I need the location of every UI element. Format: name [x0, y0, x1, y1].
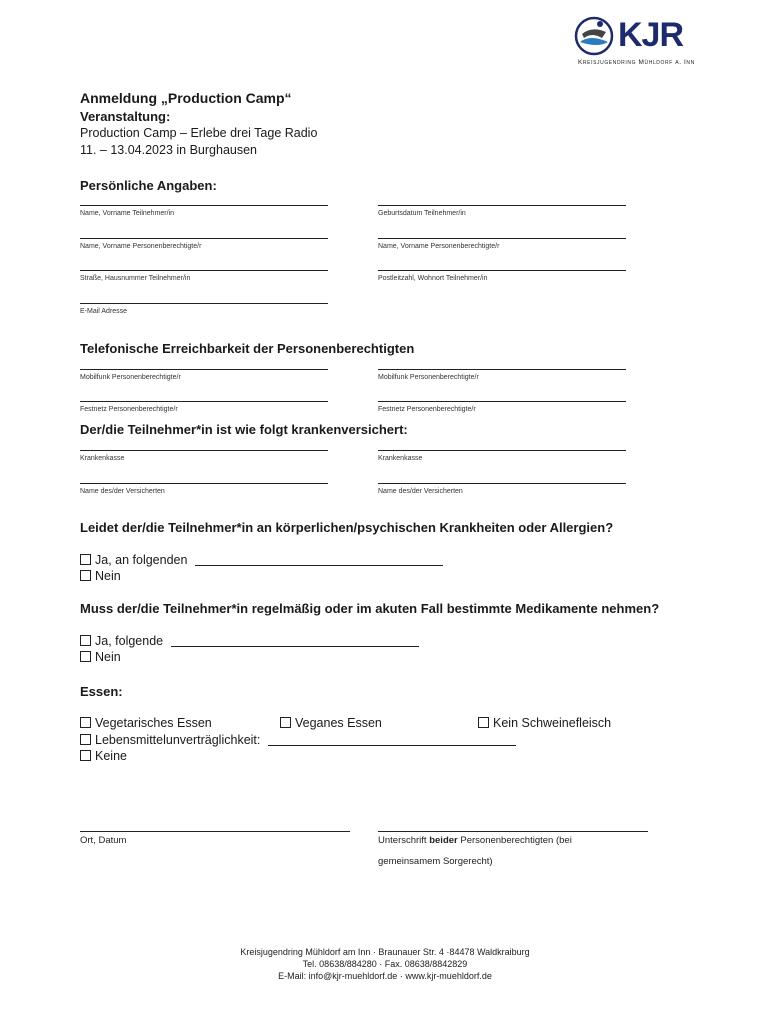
illness-no-option[interactable] — [80, 569, 121, 583]
birthdate-field[interactable] — [378, 205, 626, 206]
footer-address: Kreisjugendring Mühldorf am Inn · Braunauer Str. 4 ·84478 Waldkraiburg — [240, 947, 530, 957]
mobile-2-field[interactable] — [378, 369, 626, 370]
illness-yes-checkbox[interactable] — [80, 554, 91, 565]
medication-yes-option[interactable] — [80, 634, 419, 648]
event-line-2: 11. – 13.04.2023 in Burghausen — [80, 143, 257, 157]
personal-heading: Persönliche Angaben: — [80, 178, 217, 193]
place-date-label: Ort, Datum — [80, 835, 127, 846]
insured-1-field[interactable] — [80, 483, 328, 484]
landline-2-label: Festnetz Personenberechtigte/r — [378, 406, 476, 413]
none-label: Keine — [95, 749, 127, 763]
name-participant-field[interactable] — [80, 205, 328, 206]
signature-label-suffix: Personenberechtigten (bei — [457, 835, 572, 846]
vegetarian-label: Vegetarisches Essen — [95, 716, 212, 730]
organizer-label: Veranstaltung: — [80, 109, 171, 124]
vegan-label: Veganes Essen — [295, 716, 382, 730]
signature-label-line2: gemeinsamem Sorgerecht) — [378, 856, 493, 867]
footer-email: E-Mail: info@kjr-muehldorf.de · www.kjr-muehldorf.de — [278, 971, 492, 981]
signature-label-prefix: Unterschrift — [378, 835, 430, 846]
food-heading: Essen: — [80, 684, 123, 699]
illness-question: Leidet der/die Teilnehmer*in an körperlichen/psychischen Krankheiten oder Allergien? — [80, 520, 614, 535]
no-pork-option[interactable] — [478, 716, 611, 730]
event-line-1: Production Camp – Erlebe drei Tage Radio — [80, 126, 318, 140]
form-title: Anmeldung „Production Camp“ — [80, 90, 292, 106]
place-date-field[interactable] — [80, 831, 350, 832]
signature-label-bold: beider — [429, 835, 458, 846]
vegan-checkbox[interactable] — [280, 717, 291, 728]
email-label: E-Mail Adresse — [80, 308, 128, 315]
guardian-1-field[interactable] — [80, 238, 328, 239]
insurance-heading: Der/die Teilnehmer*in ist wie folgt krankenversichert: — [80, 422, 408, 437]
no-pork-checkbox[interactable] — [478, 717, 489, 728]
intolerance-label: Lebensmittelunverträglichkeit: — [95, 733, 261, 747]
street-label: Straße, Hausnummer Teilnehmer/in — [80, 275, 191, 282]
medication-no-option[interactable] — [80, 650, 121, 664]
illness-no-checkbox[interactable] — [80, 570, 91, 581]
guardian-2-field[interactable] — [378, 238, 626, 239]
medication-yes-checkbox[interactable] — [80, 635, 91, 646]
landline-2-field[interactable] — [378, 401, 626, 402]
illness-yes-label: Ja, an folgenden — [95, 553, 188, 567]
intolerance-option[interactable] — [80, 733, 516, 747]
intolerance-checkbox[interactable] — [80, 734, 91, 745]
logo-subtitle: Kreisjugendring Mühldorf a. Inn — [578, 59, 695, 66]
insured-2-label: Name des/der Versicherten — [378, 488, 463, 495]
insured-1-label: Name des/der Versicherten — [80, 488, 165, 495]
zip-field[interactable] — [378, 270, 626, 271]
name-participant-label: Name, Vorname Teilnehmer/in — [80, 210, 175, 217]
kasse-2-field[interactable] — [378, 450, 626, 451]
phone-heading: Telefonische Erreichbarkeit der Personenberechtigten — [80, 341, 415, 356]
birthdate-label: Geburtsdatum Teilnehmer/in — [378, 210, 466, 217]
kasse-1-label: Krankenkasse — [80, 455, 125, 462]
zip-label: Postleitzahl, Wohnort Teilnehmer/in — [378, 275, 488, 282]
kasse-1-field[interactable] — [80, 450, 328, 451]
signature-field[interactable] — [378, 831, 648, 832]
mobile-2-label: Mobilfunk Personenberechtigte/r — [378, 374, 479, 381]
insured-2-field[interactable] — [378, 483, 626, 484]
illness-details-field[interactable] — [195, 554, 443, 566]
intolerance-details-field[interactable] — [268, 734, 516, 746]
footer-phone: Tel. 08638/884280 · Fax. 08638/8842829 — [302, 959, 468, 969]
vegan-option[interactable] — [280, 716, 382, 730]
none-checkbox[interactable] — [80, 750, 91, 761]
vegetarian-option[interactable] — [80, 716, 212, 730]
none-option[interactable] — [80, 749, 127, 763]
medication-no-label: Nein — [95, 650, 121, 664]
guardian-1-label: Name, Vorname Personenberechtigte/r — [80, 243, 202, 250]
mobile-1-label: Mobilfunk Personenberechtigte/r — [80, 374, 181, 381]
medication-no-checkbox[interactable] — [80, 651, 91, 662]
mobile-1-field[interactable] — [80, 369, 328, 370]
illness-no-label: Nein — [95, 569, 121, 583]
medication-details-field[interactable] — [171, 635, 419, 647]
street-field[interactable] — [80, 270, 328, 271]
logo-mark: KJR — [618, 16, 684, 54]
guardian-2-label: Name, Vorname Personenberechtigte/r — [378, 243, 500, 250]
medication-yes-label: Ja, folgende — [95, 634, 164, 648]
signature-label — [378, 835, 572, 846]
email-field[interactable] — [80, 303, 328, 304]
kasse-2-label: Krankenkasse — [378, 455, 423, 462]
no-pork-label: Kein Schweinefleisch — [493, 716, 612, 730]
landline-1-field[interactable] — [80, 401, 328, 402]
landline-1-label: Festnetz Personenberechtigte/r — [80, 406, 178, 413]
illness-yes-option[interactable] — [80, 553, 443, 567]
vegetarian-checkbox[interactable] — [80, 717, 91, 728]
medication-question: Muss der/die Teilnehmer*in regelmäßig oder im akuten Fall bestimmte Medikamente nehmen? — [80, 601, 660, 616]
